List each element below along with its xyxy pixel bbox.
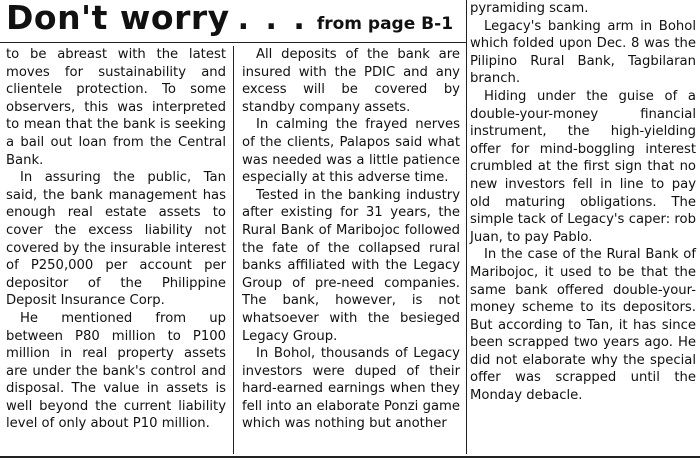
paragraph: In assuring the public, Tan said, the bank management has enough real estate assets to cover the excess liability not covered by the insurable interest of P250,000 per account per depositor of the Philippine Deposit Insurance Corp. xyxy=(6,170,226,309)
paragraph: Legacy's banking arm in Bohol which folded upon Dec. 8 was the Pilipino Rural Bank, Tagbilaran branch. xyxy=(470,18,696,87)
paragraph: He mentioned from up between P80 million to P100 million in real property assets are under the bank's control and disposal. The value in assets is well beyond the current liability level of only about P10 million. xyxy=(6,310,226,432)
headline-jump-line: from page B-1 xyxy=(316,14,454,34)
article-column-1 xyxy=(6,46,226,433)
bottom-rule xyxy=(0,456,700,458)
headline-dots: . . . xyxy=(237,2,308,37)
paragraph: In Bohol, thousands of Legacy investors were duped of their hard-earned earnings when they fell into an elaborate Ponzi game which was nothing but another xyxy=(242,346,460,432)
article-column-2 xyxy=(242,46,460,433)
paragraph: All deposits of the bank are insured with the PDIC and any excess will be covered by standby company assets. xyxy=(242,47,460,115)
paragraph: Tested in the banking industry after existing for 31 years, the Rural Bank of Maribojoc followed the fate of the collapsed rural banks affiliated with the Legacy Group of pre-need companies. The bank, however, is not whatsoever with the besieged Legacy Group. xyxy=(242,187,460,344)
headline-main: Don't worry xyxy=(6,0,230,37)
column-rule-2 xyxy=(466,0,467,454)
column-rule-1 xyxy=(233,46,234,454)
paragraph: In calming the frayed nerves of the clients, Palapos said what was needed was a little patience especially at this adverse time. xyxy=(242,117,460,186)
paragraph: pyramiding scam. xyxy=(470,1,589,16)
paragraph: to be abreast with the latest moves for sustainability and clientele protection. To some observers, this was interpreted to mean that the bank is seeking a bail out loan from the Central Bank. xyxy=(6,47,226,168)
paragraph: Hiding under the guise of a double-your-money financial instrument, the high-yielding offer for mind-boggling interest crumbled at the first sign that no new investors fell in line to pay old maturing obligations. The simple tack of Legacy's caper: rob Juan, to pay Pablo. xyxy=(470,88,696,245)
paragraph: In the case of the Rural Bank of Maribojoc, it used to be that the same bank offered double-your-money scheme to its depositors. But according to Tan, it has since been scrapped two years ago. He did not elaborate why the special offer was scrapped until the Monday debacle. xyxy=(470,247,696,404)
article-column-3 xyxy=(470,0,696,405)
headline xyxy=(6,0,453,37)
headline-rule xyxy=(0,42,466,43)
